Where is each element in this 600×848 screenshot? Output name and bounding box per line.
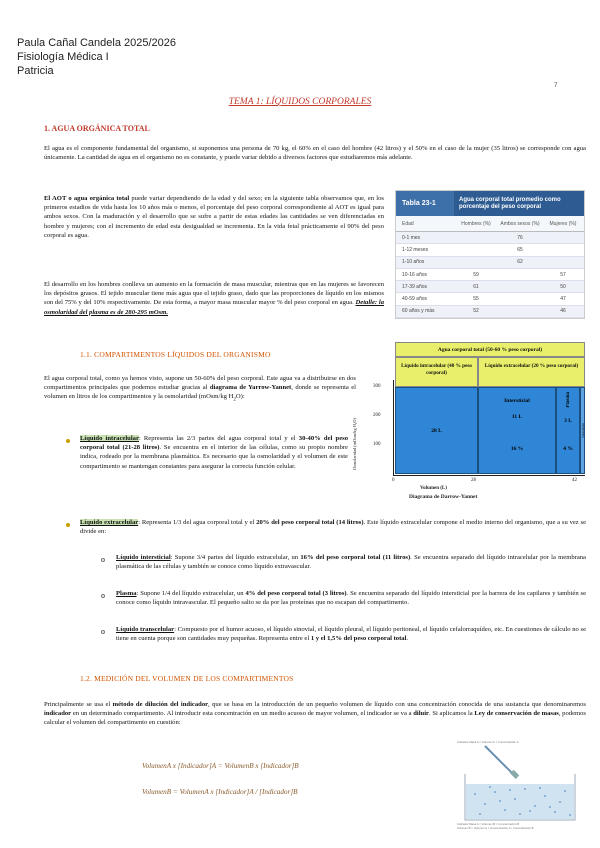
- cell-both: 76: [517, 234, 523, 241]
- plasma-text-b: . Se encuentra separado del líquido intersticial por la barrera de los capilares y también se conoce como líquido intravascular. El pequeño salto se da por las proteínas que no escapan del compartimento.: [116, 590, 586, 607]
- table-caption: Agua corporal total promedio como porcentaje del peso corporal: [454, 191, 584, 216]
- extracelular-pct: 20% del peso corporal total (14 litros): [256, 519, 364, 526]
- dilution-text-e: , podemos calcular el volumen del compartimento en cuestión:: [44, 710, 586, 727]
- dilution-text-a: Principalmente se usa el: [44, 701, 113, 708]
- section-1-1-paragraph: El agua corporal total, como ya hemos visto, supone un 50-60% del peso corporal. Este agua va a distribuirse en dos compartimentos principales que podemos estudiar gracias al diagrama de Yarrow-Yannet, donde se representa el volumen en litros de los compartimentos y la osmolaridad (mOsm/kg $H_2O$):: [44, 375, 356, 403]
- section-1-heading: 1. AGUA ORGÁNICA TOTAL: [44, 124, 150, 133]
- col-age: Edad: [402, 220, 414, 227]
- aot-text: puede variar dependiendo de la edad y del sexo; en la siguiente tabla observamos que, en los primeros estadios de vida hasta los 10 años más o menos, el porcentaje del peso corporal correspondiente al AOT es igual para ambos sexos. Con la maduración y el desarrollo que se sufre a partir de estas edades las cantidades se ven diferenciadas en hombre y mujeres; con el incremento de edad esta desigualdad se incrementa. En la vida fetal prácticamente el 90% del peso corporal es agua.: [44, 195, 384, 239]
- transcelular-name: Transcelular: [580, 423, 585, 438]
- section-1-2-heading: 1.2. MEDICIÓN DEL VOLUMEN DE LOS COMPARTIMENTOS: [80, 674, 294, 683]
- x-tick: 42: [572, 478, 577, 483]
- table-row: [396, 281, 584, 293]
- page-number: 7: [554, 83, 558, 89]
- x-axis-label: Volumen (L): [420, 486, 447, 491]
- dilution-text-b: , que se basa en la introducción de un pequeño volumen de líquido con una concentración conocida de una sustancia que denominaremos: [208, 701, 586, 708]
- cell-age: 0-1 mes: [402, 234, 421, 241]
- extracelular-text-a: : Representa 1/3 del agua corporal total y el: [138, 519, 257, 526]
- section-1-1-heading: 1.1. COMPARTIMENTOS LÍQUIDOS DEL ORGANISMO: [80, 350, 271, 359]
- sub-bullet-icon: [101, 594, 105, 598]
- diagram-plasma-box: [556, 387, 580, 474]
- cell-age: 60 años y más: [402, 308, 435, 315]
- dilution-text-c: en un determinado compartimento. Al introducir esta concentración en un medio acuoso de mayor volumen, el indicador se va a: [71, 710, 414, 718]
- beaker-icon: [455, 744, 585, 824]
- section-1-paragraph-2: [44, 194, 384, 240]
- bullet-extracelular: [80, 518, 586, 536]
- aot-term: El AOT o agua orgánica total: [44, 195, 130, 202]
- intersticial-text-a: : Supone 3/4 partes del líquido extracelular, un: [170, 554, 301, 561]
- sub-bullet-transcelular: [116, 625, 586, 643]
- diagram-name: diagrama de Yarrow-Yannet: [209, 384, 292, 392]
- table-body: [396, 232, 584, 318]
- x-tick: 28: [471, 478, 476, 483]
- table-row: [396, 257, 584, 269]
- compartments-text-a: El agua corporal total, como ya hemos visto, supone un 50-60% del peso corporal. Este agua va a distribuirse en dos compartimentos principales que podemos estudiar gracias al: [44, 375, 356, 392]
- plasma-volume: 3 L: [564, 417, 572, 424]
- beaker-label-c: Volumen B = Volumen A × Concentración A / Concentración B: [457, 826, 534, 830]
- transcelular-text-a: : Compuesto por el humor acuoso, el líquido sinovial, el líquido pleural, el líquido peritoneal, el líquido cefalorraquídeo, etc. En cuestiones de cálculo no se tiene en cuenta porque son cantidades muy pequeñas. Representa entre el: [116, 626, 587, 643]
- y-tick: 100: [373, 442, 381, 447]
- plasma-pct: 4% del peso corporal total (3 litros): [245, 590, 347, 597]
- compartments-text-c: O):: [235, 393, 245, 401]
- cell-women: 47: [560, 296, 566, 303]
- cell-men: 52: [473, 308, 479, 315]
- document-title: TEMA 1: LÍQUIDOS CORPORALES: [228, 97, 372, 107]
- cell-age: 17-39 años: [402, 283, 428, 290]
- professor-line: Patricia: [17, 65, 54, 77]
- table-row: [396, 232, 584, 244]
- subject-line: Fisiología Médica I: [17, 51, 109, 63]
- intra-volume: 28 L: [431, 427, 442, 434]
- osmolarity-detail: Detalle: la osmolaridad del plasma es de 280-295 mOsm.: [44, 299, 384, 316]
- diagram-caption: Diagrama de Darrow-Yannet: [409, 494, 478, 500]
- y-axis-label: Osmolaridad (mOsm/kg H₂O): [352, 418, 357, 470]
- table-row: [396, 293, 584, 305]
- diagram-transcelular-box: [580, 387, 585, 474]
- intersticial-text-b: . Se encuentra separado del líquido intracelular por la membrana plasmática de las células y también se conoce como líquido extravascular.: [116, 554, 586, 571]
- cell-men: 59: [473, 271, 479, 278]
- intracelular-text-b: . Se encuentra en el interior de las células, como su propio nombre indica, rodeado por la membrana plasmática. Es necesario que la osmolaridad y el volumen de este compartimento se mantengan constantes para asegurar la correcta función celular.: [80, 444, 348, 470]
- intracelular-pct: 30-40% del peso corporal total (21-28 litros): [80, 435, 348, 452]
- col-women: Mujeres (%): [549, 220, 577, 227]
- bullet-icon: [66, 439, 70, 443]
- plasma-name: Plasma: [565, 392, 571, 408]
- water-percentage-table: [395, 190, 585, 319]
- beaker-label-b: Indicador Masa A = Volumen B × Concentración B: [457, 822, 520, 826]
- plasma-term: Plasma: [116, 590, 137, 597]
- transcelular-text-b: .: [406, 635, 409, 643]
- cell-women: 50: [560, 283, 566, 290]
- cell-age: 1-10 años: [402, 259, 425, 266]
- table-number: Tabla 23-1: [396, 191, 454, 216]
- cell-age: 1-12 meses: [402, 246, 429, 253]
- y-tick: 300: [373, 384, 381, 389]
- plasma-percent: 4 %: [563, 445, 573, 452]
- cell-men: 61: [473, 283, 479, 290]
- col-both: Ambos sexos (%): [500, 220, 540, 227]
- transcelular-term: Líquido transcelular: [116, 626, 175, 633]
- sub-bullet-icon: [101, 630, 105, 634]
- cell-age: 40-59 años: [402, 296, 428, 303]
- cell-women: 57: [560, 271, 566, 278]
- sub-bullet-plasma: [116, 589, 586, 607]
- muscle-text: El desarrollo en los hombres conlleva un aumento en la formación de masa muscular, mientras que en las mujeres se favorecen los depósitos grasos. El tejido muscular tiene más agua que el tejido graso, dado que las proporciones de líquido en los mismos son del 75% y del 10% respectivamente. De esta forma, a mayor masa muscular mayor % del peso corporal en agua.: [44, 281, 384, 307]
- indicator-term: indicador: [44, 710, 72, 718]
- formula-1: VolumenA x [Indicador]A = VolumenB x [Indicador]B: [142, 762, 299, 770]
- beaker-label-a: Indicador Masa A = Volumen A × Concentración A: [457, 740, 519, 744]
- bullet-icon: [66, 523, 70, 527]
- y-axis: [393, 380, 394, 476]
- dilution-text-d: . Si aplicamos la: [428, 710, 475, 718]
- dilution-illustration: [455, 740, 585, 835]
- dilute-term: diluir: [413, 710, 429, 718]
- diagram-intra-label: Líquido intracelular (40 % peso corporal): [395, 357, 478, 387]
- intersticial-name: Intersticial: [504, 398, 530, 404]
- extracelular-text-b: . Este líquido extracelular compone el medio interno del organismo, que a su vez se divide en:: [80, 519, 587, 536]
- diagram-extra-label: Líquido extracelular (20 % peso corporal): [478, 357, 585, 387]
- diagram-intersticial-box: [478, 387, 556, 474]
- section-1-2-paragraph: [44, 700, 586, 728]
- intersticial-pct: 16% del peso corporal total (11 litros): [300, 554, 411, 561]
- dilution-method: método de dilución del indicador: [112, 701, 209, 708]
- y-tick: 200: [373, 413, 381, 418]
- bullet-intracelular: [80, 434, 348, 471]
- formula-2: VolumenB = VolumenA x [Indicador]A / [Indicador]B: [142, 788, 298, 796]
- diagram-intra-box: [395, 387, 478, 474]
- compartments-text-b: , donde se representa el volumen en litros de los compartimentos y la osmolaridad (mOsm/kg H: [44, 384, 356, 401]
- cell-men: 55: [473, 296, 479, 303]
- x-tick: 0: [392, 478, 395, 483]
- intracelular-term: Líquido intracelular: [80, 435, 139, 442]
- intersticial-percent: 16 %: [510, 446, 524, 452]
- cell-women: 46: [560, 308, 566, 315]
- intracelular-text-a: : Representa las 2/3 partes del agua corporal total y el: [138, 435, 299, 442]
- table-row: [396, 244, 584, 256]
- section-1-paragraph-3: [44, 280, 384, 317]
- author-line: Paula Cañal Candela 2025/2026: [17, 37, 177, 49]
- x-axis: [393, 475, 585, 476]
- transcelular-pct: 1 y el 1,5% del peso corporal total: [310, 635, 407, 643]
- table-header-row: [396, 216, 584, 232]
- plasma-text-a: : Supone 1/4 del líquido extracelular, un: [136, 590, 246, 597]
- mass-conservation-law: Ley de conservación de masas: [474, 710, 559, 718]
- sub-bullet-intersticial: [116, 553, 586, 571]
- col-men: Hombres (%): [461, 220, 491, 227]
- sub-bullet-icon: [101, 558, 105, 562]
- table-row: [396, 269, 584, 281]
- cell-both: 62: [517, 259, 523, 266]
- table-row: [396, 306, 584, 318]
- diagram-total-water: Agua corporal total (50-60 % peso corporal): [395, 342, 585, 357]
- cell-both: 65: [517, 246, 523, 253]
- section-1-paragraph-1: El agua es el componente fundamental del organismo, si suponemos una persona de 70 kg, el 60% en el caso del hombre (42 litros) y el 50% en el caso de la mujer (35 litros) se corresponde con agua únicamente. La cantidad de agua en el organismo no es constante, y puede variar debido a diversos factores que estudiaremos más adelante.: [44, 145, 586, 162]
- intersticial-term: Líquido intersticial: [116, 554, 171, 561]
- intersticial-volume: 11 L: [511, 414, 523, 420]
- cell-age: 10-16 años: [402, 271, 428, 278]
- extracelular-term: Líquido extracelular: [80, 519, 139, 526]
